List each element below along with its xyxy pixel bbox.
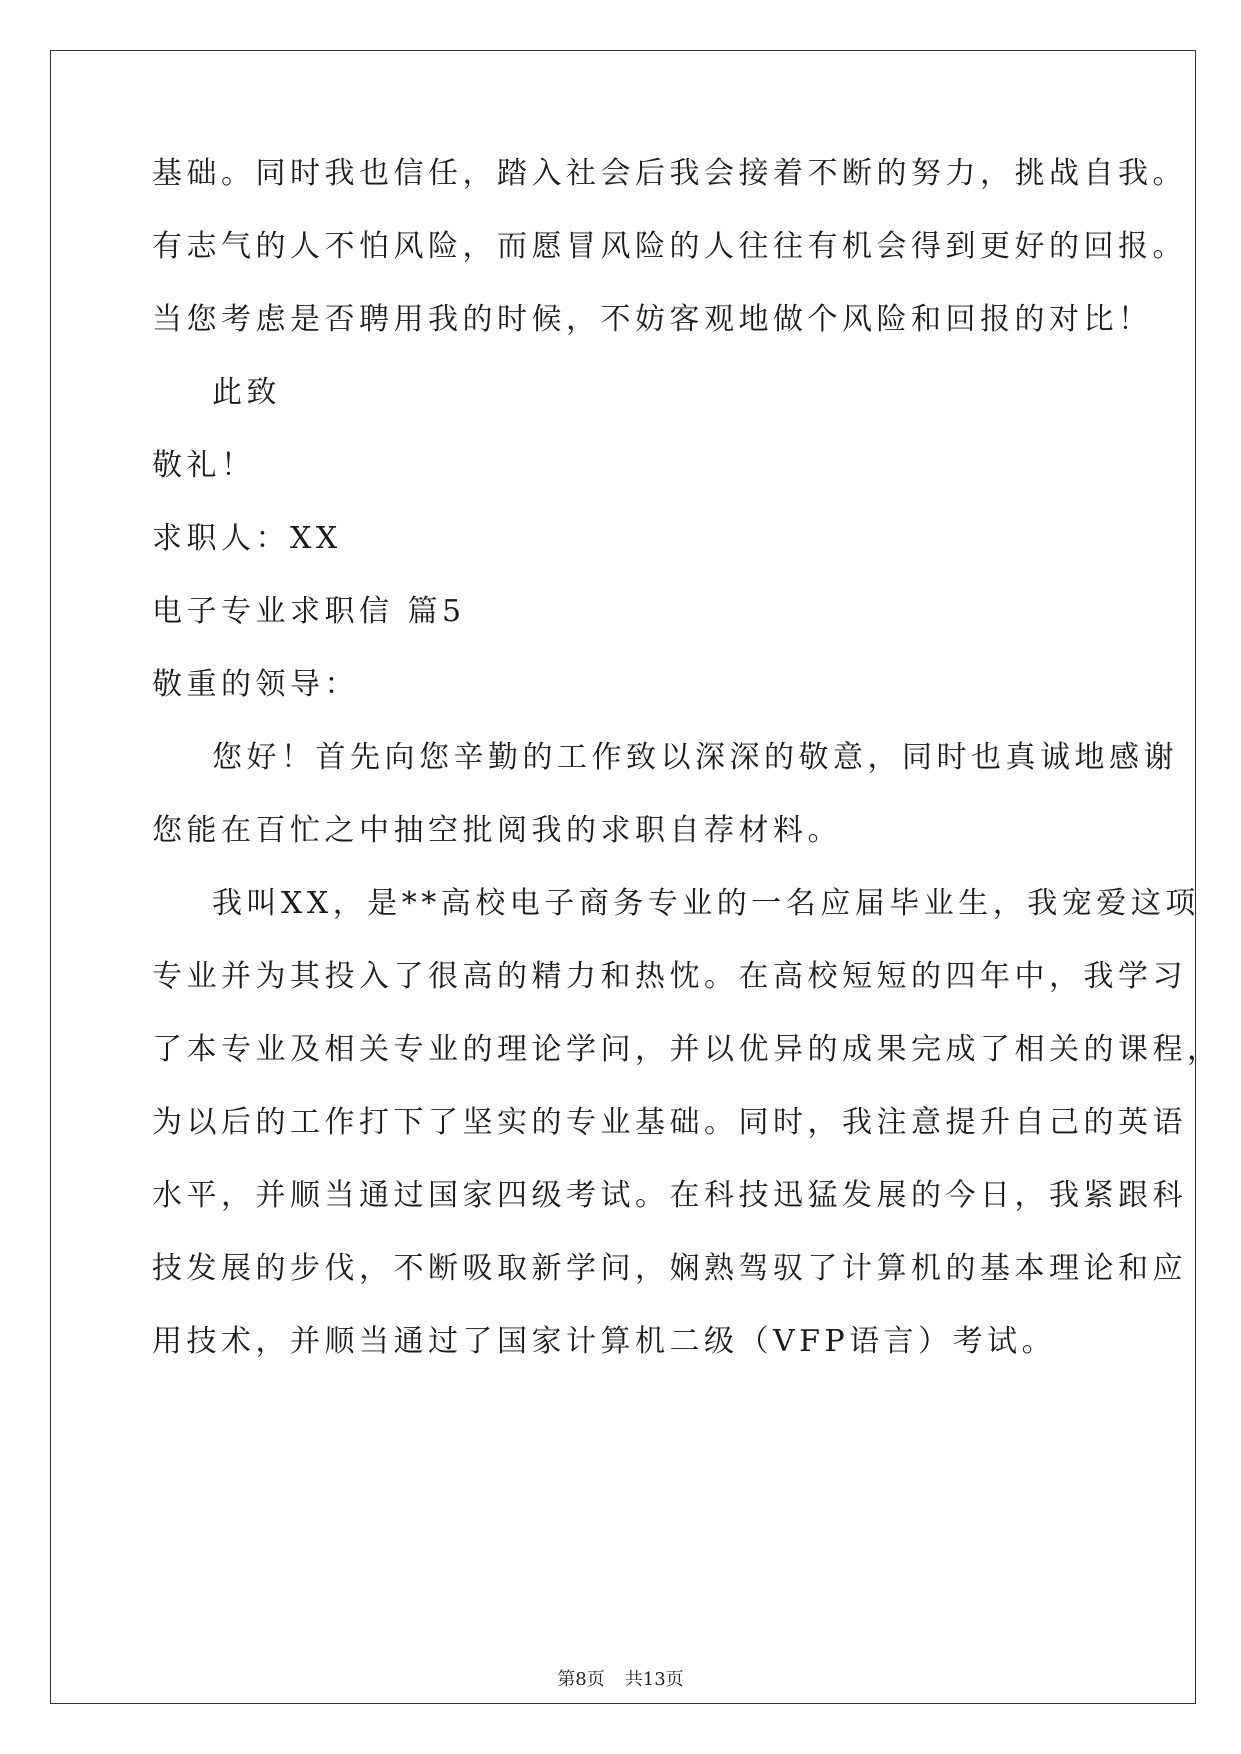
applicant-signature: 求职人：XX <box>152 521 342 556</box>
letter-salutation: 敬重的领导： <box>152 667 359 702</box>
text-line-1: 基础。同时我也信任，踏入社会后我会接着不断的努力，挑战自我。 <box>152 156 1187 191</box>
closing-regards: 敬礼！ <box>152 448 256 483</box>
text-line-2: 有志气的人不怕风险，而愿冒风险的人往往有机会得到更好的回报。 <box>152 229 1187 264</box>
page-border <box>50 50 1196 1704</box>
text-line-9: 您好！首先向您辛勤的工作致以深深的敬意，同时也真诚地感谢 <box>212 740 1178 775</box>
text-line-17: 用技术，并顺当通过了国家计算机二级（VFP语言）考试。 <box>152 1324 1057 1359</box>
text-line-13: 了本专业及相关专业的理论学问，并以优异的成果完成了相关的课程， <box>152 1032 1222 1067</box>
page-number: 第8页 <box>557 1669 605 1690</box>
text-line-3: 当您考虑是否聘用我的时候，不妨客观地做个风险和回报的对比！ <box>152 302 1153 337</box>
page-total: 共13页 <box>624 1669 684 1690</box>
text-line-11: 我叫XX，是**高校电子商务专业的一名应届毕业生，我宠爱这项 <box>212 886 1200 921</box>
text-line-16: 技发展的步伐，不断吸取新学问，娴熟驾驭了计算机的基本理论和应 <box>152 1251 1187 1286</box>
text-line-15: 水平，并顺当通过国家四级考试。在科技迅猛发展的今日，我紧跟科 <box>152 1178 1187 1213</box>
section-title: 电子专业求职信 篇5 <box>152 594 466 629</box>
text-line-12: 专业并为其投入了很高的精力和热忱。在高校短短的四年中，我学习 <box>152 959 1187 994</box>
text-line-10: 您能在百忙之中抽空批阅我的求职自荐材料。 <box>152 813 842 848</box>
text-line-14: 为以后的工作打下了坚实的专业基础。同时，我注意提升自己的英语 <box>152 1105 1187 1140</box>
closing-salutation: 此致 <box>212 375 281 410</box>
page-footer <box>0 1668 1241 1692</box>
